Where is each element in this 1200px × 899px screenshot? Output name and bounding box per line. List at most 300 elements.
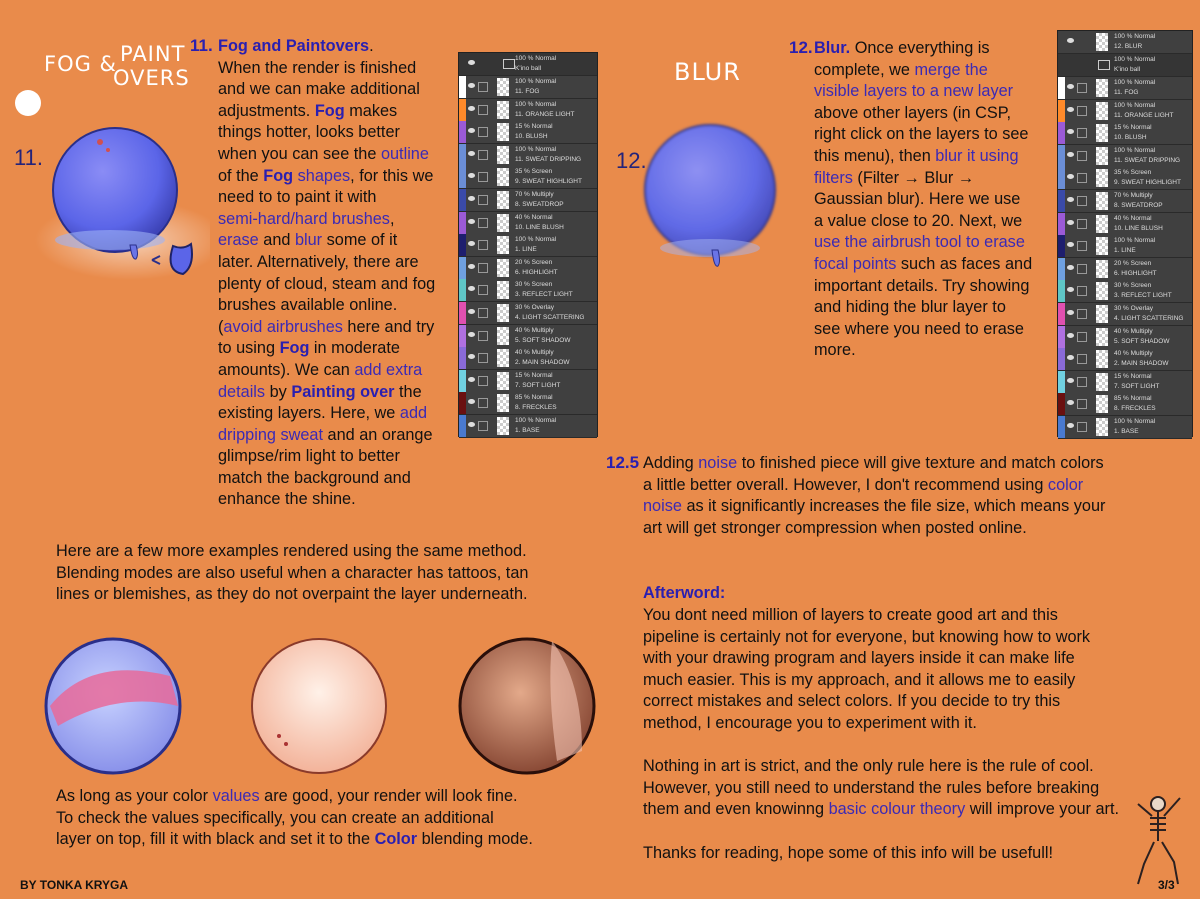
layer-mode: 35 % Screen [1114, 169, 1152, 177]
layer-checkbox[interactable] [478, 376, 488, 386]
text-segment: when you can see the [218, 144, 381, 163]
layer-row[interactable] [459, 392, 597, 415]
layer-row[interactable] [459, 189, 597, 212]
layer-row[interactable] [1058, 258, 1192, 281]
layer-row[interactable] [459, 76, 597, 99]
text-segment: noise [698, 454, 738, 472]
layer-thumbnail [497, 123, 509, 141]
eye-icon[interactable] [468, 128, 475, 133]
layer-row[interactable] [1058, 303, 1192, 326]
layer-color-tag [459, 144, 466, 166]
eye-icon[interactable] [1067, 333, 1074, 338]
layer-thumbnail [1096, 305, 1108, 323]
layer-mode: 100 % Normal [1114, 418, 1156, 425]
layer-thumbnail [1096, 282, 1108, 300]
layer-checkbox[interactable] [1077, 286, 1087, 296]
layer-mode: 15 % Normal [1114, 124, 1152, 132]
eye-icon[interactable] [1067, 174, 1074, 179]
layer-checkbox[interactable] [1077, 106, 1087, 116]
eye-icon[interactable] [468, 286, 475, 291]
layer-thumbnail [1096, 192, 1108, 210]
layer-mode: 15 % Normal [1114, 372, 1152, 380]
layer-name: 11. SWEAT DRIPPING [1114, 156, 1181, 164]
section-11-text [218, 36, 463, 511]
layer-name: 8. FRECKLES [1114, 405, 1156, 413]
layer-name: 7. SOFT LIGHT [515, 381, 561, 389]
layer-mode: 100 % Normal [515, 100, 557, 108]
layer-thumbnail [1096, 79, 1108, 97]
layer-thumbnail [1096, 395, 1108, 413]
layer-thumbnail [1096, 260, 1108, 278]
layer-color-tag [459, 392, 466, 414]
eye-icon[interactable] [1067, 310, 1074, 315]
text-line [814, 340, 1064, 362]
layer-checkbox[interactable] [478, 127, 488, 137]
layer-checkbox[interactable] [478, 353, 488, 363]
layer-checkbox[interactable] [1077, 377, 1087, 387]
layer-checkbox[interactable] [478, 218, 488, 228]
text-line [218, 144, 463, 166]
eye-icon[interactable] [1067, 355, 1074, 360]
layer-color-tag [1058, 258, 1065, 280]
values-text [56, 786, 616, 851]
layer-thumbnail [1096, 124, 1108, 142]
layer-thumbnail [1096, 215, 1108, 233]
eye-icon[interactable] [468, 106, 475, 111]
layer-row[interactable] [1058, 122, 1192, 145]
layer-mode: 15 % Normal [515, 123, 553, 131]
layer-name: 2. MAIN SHADOW [515, 359, 570, 367]
text-segment: semi-hard/hard brushes [218, 209, 390, 228]
text-segment: some of it [322, 231, 398, 250]
layer-row[interactable] [459, 347, 597, 370]
layer-checkbox[interactable] [1077, 422, 1087, 432]
text-segment: and an orange [323, 425, 433, 444]
text-line [218, 360, 463, 382]
text-segment: adjustments. [218, 101, 315, 120]
text-line: Blending modes are also useful when a character has tattoos, tan [56, 563, 529, 582]
text-segment: details [218, 382, 266, 401]
title-fog: FOG & [44, 52, 117, 76]
eye-icon[interactable] [1067, 197, 1074, 202]
layer-thumbnail [497, 78, 509, 96]
layer-row[interactable] [459, 166, 597, 189]
text-segment: match the background and [218, 468, 411, 487]
layer-row[interactable] [459, 212, 597, 235]
text-segment: Gaussian blur). Here we use [814, 190, 1021, 209]
layer-mode: 15 % Normal [515, 371, 553, 379]
text-line [218, 425, 463, 447]
layer-name: 10. BLUSH [1114, 134, 1147, 142]
text-segment: need to to paint it with [218, 188, 377, 207]
text-line: You dont need million of layers to create good art and this [643, 606, 1058, 624]
layer-mode: 20 % Screen [1114, 259, 1152, 267]
layer-checkbox[interactable] [1077, 241, 1087, 251]
text-line: much easier. This is my approach, and it allows me to easily [643, 670, 1076, 689]
layer-checkbox[interactable] [478, 263, 488, 273]
eye-icon[interactable] [468, 377, 475, 382]
text-segment: by [265, 382, 292, 401]
text-segment: avoid airbrushes [223, 317, 343, 336]
text-segment: ( [218, 317, 224, 336]
eye-icon[interactable] [468, 332, 475, 337]
layer-row[interactable] [1058, 190, 1192, 213]
layer-color-tag [1058, 371, 1065, 393]
layer-name: 11. ORANGE LIGHT [1114, 111, 1174, 119]
layer-color-tag [459, 99, 466, 121]
layer-name: 3. REFLECT LIGHT [515, 291, 573, 299]
text-segment: more. [814, 341, 856, 360]
layer-panel-2 [1057, 30, 1193, 437]
text-segment: Once everything is [850, 39, 990, 57]
layer-checkbox[interactable] [1077, 196, 1087, 206]
layer-row[interactable] [1058, 213, 1192, 236]
text-segment: values [212, 787, 260, 805]
text-line [643, 756, 1163, 778]
layer-thumbnail [1096, 328, 1108, 346]
layer-row[interactable] [1058, 416, 1192, 439]
eye-icon[interactable] [468, 219, 475, 224]
layer-mode: 35 % Screen [515, 168, 553, 176]
layer-mode: 100 % Normal [515, 145, 557, 153]
layer-name: 11. ORANGE LIGHT [515, 110, 575, 118]
text-segment: above other layers (in CSP, [814, 103, 1011, 122]
layer-thumbnail [1096, 373, 1108, 391]
layer-checkbox[interactable] [1077, 332, 1087, 342]
text-segment: brushes available online. [218, 296, 398, 315]
text-line [643, 475, 1173, 497]
section-12-5-number: 12.5 [606, 453, 640, 472]
title-overs: OVERS [113, 66, 190, 90]
blur-ball-illustration [630, 100, 790, 280]
layer-thumbnail [1096, 418, 1108, 436]
text-line [814, 81, 1064, 103]
eye-icon[interactable] [468, 354, 475, 359]
text-segment: the [394, 382, 422, 401]
eye-icon[interactable] [468, 173, 475, 178]
text-segment: Fog [279, 339, 310, 358]
layer-name: 4. LIGHT SCATTERING [515, 314, 585, 321]
layer-mode: 100 % Normal [1114, 237, 1156, 245]
layer-row[interactable] [459, 415, 597, 438]
eye-icon[interactable] [468, 196, 475, 201]
layer-name: 1. BASE [1114, 428, 1139, 435]
layer-thumbnail [497, 417, 509, 435]
layer-color-tag [459, 370, 466, 392]
layer-row[interactable] [459, 234, 597, 257]
text-line [218, 317, 463, 339]
section-12-5-text [643, 453, 1173, 539]
layer-color-tag [459, 76, 466, 98]
eye-icon[interactable] [468, 151, 475, 156]
text-line [56, 829, 616, 851]
layer-color-tag [459, 415, 466, 437]
text-line [218, 252, 463, 274]
text-line [218, 230, 463, 252]
layer-name: 3. REFLECT LIGHT [1114, 292, 1172, 300]
layer-mode: 85 % Normal [1114, 395, 1152, 403]
layer-thumbnail [497, 259, 509, 277]
eye-icon[interactable] [468, 264, 475, 269]
text-segment: see where you need to erase [814, 319, 1024, 338]
layer-row[interactable] [459, 144, 597, 167]
eye-icon[interactable] [1067, 423, 1074, 428]
text-segment: noise [643, 497, 682, 516]
text-line [814, 38, 1064, 60]
layer-checkbox[interactable] [478, 308, 488, 318]
folder-icon [503, 59, 515, 69]
examples-text [56, 541, 596, 606]
layer-name: 5. SOFT SHADOW [1114, 337, 1170, 345]
layer-color-tag [459, 279, 466, 301]
layer-checkbox[interactable] [478, 150, 488, 160]
layer-checkbox[interactable] [1077, 309, 1087, 319]
layer-row[interactable] [459, 370, 597, 393]
layer-mode: 100 % Normal [515, 417, 557, 424]
text-segment: layer on top, fill it with black and set it to the [56, 830, 375, 849]
layer-checkbox[interactable] [478, 240, 488, 250]
eye-icon[interactable] [468, 83, 475, 88]
eye-icon[interactable] [1067, 287, 1074, 292]
layer-thumbnail [497, 168, 509, 186]
layer-name: 10. LINE BLUSH [515, 223, 564, 231]
layer-name: 1. BASE [515, 427, 540, 434]
layer-name: 12. BLUR [1114, 43, 1143, 50]
layer-mode: 100 % Normal [1114, 101, 1156, 109]
text-segment: important details. Try showing [814, 276, 1030, 295]
text-segment: blur it using [935, 146, 1019, 165]
text-line: lines or blemishes, as they do not overpaint the layer underneath. [56, 585, 528, 604]
layer-color-tag [459, 212, 466, 234]
layer-mode: 30 % Screen [515, 281, 553, 289]
layer-name: 1. LINE [1114, 247, 1136, 255]
text-line [218, 79, 463, 101]
text-segment: blending mode. [417, 830, 533, 849]
text-line [218, 403, 463, 425]
text-segment: . [369, 37, 374, 55]
text-line [218, 187, 463, 209]
layer-color-tag [1058, 280, 1065, 302]
text-segment: here and try [342, 317, 435, 336]
layer-mode: 100 % Normal [1114, 146, 1156, 154]
text-line [814, 60, 1064, 82]
eye-icon[interactable] [1067, 220, 1074, 225]
layer-row[interactable] [1058, 348, 1192, 371]
layer-color-tag [459, 234, 466, 256]
text-segment: will improve your art. [965, 800, 1120, 819]
text-line [56, 808, 616, 830]
eye-icon[interactable] [1067, 152, 1074, 157]
layer-color-tag [1058, 190, 1065, 212]
layer-mode: 30 % Overlay [515, 304, 555, 311]
text-segment: filters [814, 168, 853, 187]
layer-row[interactable] [459, 325, 597, 348]
layer-row[interactable] [459, 121, 597, 144]
layer-mode: 30 % Screen [1114, 282, 1152, 290]
layer-group-row[interactable] [459, 53, 597, 76]
layer-mode: 40 % Multiply [1114, 327, 1153, 335]
layer-checkbox[interactable] [1077, 151, 1087, 161]
layer-mode: 100 % Normal [515, 78, 557, 85]
layer-row[interactable] [1058, 77, 1192, 100]
layer-checkbox[interactable] [1077, 399, 1087, 409]
layer-row[interactable] [1058, 100, 1192, 123]
text-segment: this menu), then [814, 146, 936, 165]
text-segment: and [258, 231, 295, 250]
layer-mode: 100 % Normal [515, 55, 557, 62]
eye-icon[interactable] [1067, 107, 1074, 112]
layer-color-tag [1058, 326, 1065, 348]
layer-thumbnail [497, 236, 509, 254]
text-segment: complete, we [814, 60, 915, 79]
text-segment: Fog [314, 101, 345, 120]
text-segment: add [399, 404, 428, 423]
eye-icon[interactable] [1067, 84, 1074, 89]
eye-icon[interactable] [1067, 242, 1074, 247]
eye-icon[interactable] [468, 399, 475, 404]
text-line [218, 166, 463, 188]
text-segment: later. Alternatively, there are [218, 252, 419, 271]
text-line [814, 146, 1064, 168]
layer-color-tag [1058, 235, 1065, 257]
layer-thumbnail [1096, 102, 1108, 120]
layer-row[interactable] [459, 257, 597, 280]
text-segment: However, you still need to understand the rules before breaking [643, 778, 1100, 797]
layer-mode: 100 % Normal [1114, 79, 1156, 86]
layer-mode: 40 % Multiply [515, 349, 554, 357]
text-segment: basic colour theory [828, 800, 966, 819]
layer-checkbox[interactable] [1077, 354, 1087, 364]
text-line [814, 211, 1064, 233]
layer-row[interactable] [1058, 167, 1192, 190]
layer-mode: 70 % Multiply [515, 191, 554, 198]
layer-mode: 40 % Multiply [1114, 350, 1153, 358]
layer-color-tag [459, 121, 466, 143]
layer-checkbox[interactable] [478, 105, 488, 115]
layer-name: 7. SOFT LIGHT [1114, 382, 1160, 390]
layer-checkbox[interactable] [478, 285, 488, 295]
eye-icon[interactable] [468, 241, 475, 246]
layer-name: 6. HIGHLIGHT [515, 268, 558, 276]
text-line [218, 295, 463, 317]
text-line [814, 168, 1064, 190]
layer-row[interactable] [459, 279, 597, 302]
layer-thumbnail [497, 349, 509, 367]
text-segment: To check the values specifically, you can create an additional [56, 808, 494, 827]
layer-checkbox[interactable] [1077, 83, 1087, 93]
sweat-drop-illustration [148, 236, 198, 276]
layer-group-row[interactable] [1058, 54, 1192, 77]
eye-icon[interactable] [1067, 265, 1074, 270]
layer-name: 11. SWEAT DRIPPING [515, 155, 582, 163]
text-line [218, 274, 463, 296]
text-line [814, 189, 1064, 211]
layer-name: 5. SOFT SHADOW [515, 336, 571, 344]
layer-checkbox[interactable] [1077, 219, 1087, 229]
text-line [218, 468, 463, 490]
eye-icon[interactable] [1067, 378, 1074, 383]
layer-name: 8. FRECKLES [515, 404, 557, 412]
layer-row[interactable] [1058, 371, 1192, 394]
text-line: with your drawing program and layers inside it can make life [643, 649, 1075, 668]
layer-row[interactable] [459, 99, 597, 122]
text-segment: color [1047, 475, 1084, 494]
layer-color-tag [459, 325, 466, 347]
layer-thumbnail [497, 304, 509, 322]
layer-thumbnail [1096, 350, 1108, 368]
layer-checkbox[interactable] [478, 172, 488, 182]
example-ball-peach [244, 636, 394, 776]
title-paint: PAINT [120, 42, 186, 66]
layer-thumbnail [1096, 33, 1108, 51]
text-segment: Blur. [814, 39, 851, 57]
text-line [218, 209, 463, 231]
layer-checkbox[interactable] [1077, 264, 1087, 274]
layer-row[interactable] [1058, 393, 1192, 416]
layer-checkbox[interactable] [478, 195, 488, 205]
eye-icon[interactable] [1067, 400, 1074, 405]
layer-checkbox[interactable] [478, 421, 488, 431]
eye-icon[interactable] [1067, 38, 1074, 43]
layer-color-tag [1058, 100, 1065, 122]
text-segment: visible layers to a new layer [814, 82, 1014, 101]
layer-thumbnail [1096, 237, 1108, 255]
layer-name: 10. LINE BLUSH [1114, 224, 1163, 232]
text-segment: plenty of cloud, steam and fog [218, 274, 436, 293]
layer-name: K'ino ball [1114, 66, 1141, 73]
text-segment: dripping sweat [218, 425, 323, 444]
eye-icon[interactable] [468, 309, 475, 314]
layer-row[interactable] [1058, 145, 1192, 168]
layer-mode: 100 % Normal [1114, 56, 1156, 63]
layer-row[interactable] [1058, 326, 1192, 349]
layer-row[interactable] [1058, 280, 1192, 303]
page-number: 3/3 [1158, 878, 1175, 892]
layer-color-tag [459, 302, 466, 324]
layer-checkbox[interactable] [1077, 173, 1087, 183]
eye-icon[interactable] [1067, 129, 1074, 134]
afterword-paragraph-2 [643, 756, 1163, 821]
layer-row[interactable] [1058, 235, 1192, 258]
text-line [643, 496, 1173, 518]
text-segment: in moderate [309, 339, 400, 358]
afterword-thanks: Thanks for reading, hope some of this info will be usefull! [643, 844, 1053, 862]
layer-name: 2. MAIN SHADOW [1114, 360, 1169, 368]
text-segment: Nothing in art is strict, and the only rule here is the rule of cool. [643, 757, 1094, 775]
layer-mode: 70 % Multiply [1114, 192, 1153, 199]
text-line: pipeline is certainly not for everyone, but knowing how to work [643, 627, 1091, 646]
layer-thumbnail [497, 146, 509, 164]
layer-checkbox[interactable] [478, 398, 488, 408]
text-segment: a little better overall. However, I don't recommend using [643, 475, 1048, 494]
layer-color-tag [1058, 213, 1065, 235]
layer-name: 11. FOG [1114, 89, 1139, 96]
layer-checkbox[interactable] [478, 82, 488, 92]
layer-checkbox[interactable] [478, 331, 488, 341]
text-segment: As long as your color [56, 787, 213, 805]
marker-11: 11. [14, 145, 43, 170]
layer-name: 9. SWEAT HIGHLIGHT [1114, 179, 1181, 187]
layer-checkbox[interactable] [1077, 128, 1087, 138]
layer-blur-row[interactable] [1058, 31, 1192, 54]
eye-icon[interactable] [468, 60, 475, 65]
layer-thumbnail [497, 372, 509, 390]
layer-row[interactable] [459, 302, 597, 325]
layer-color-tag [1058, 348, 1065, 370]
eye-icon[interactable] [468, 422, 475, 427]
layer-color-tag [459, 166, 466, 188]
text-segment: Fog and Paintovers [218, 37, 370, 55]
